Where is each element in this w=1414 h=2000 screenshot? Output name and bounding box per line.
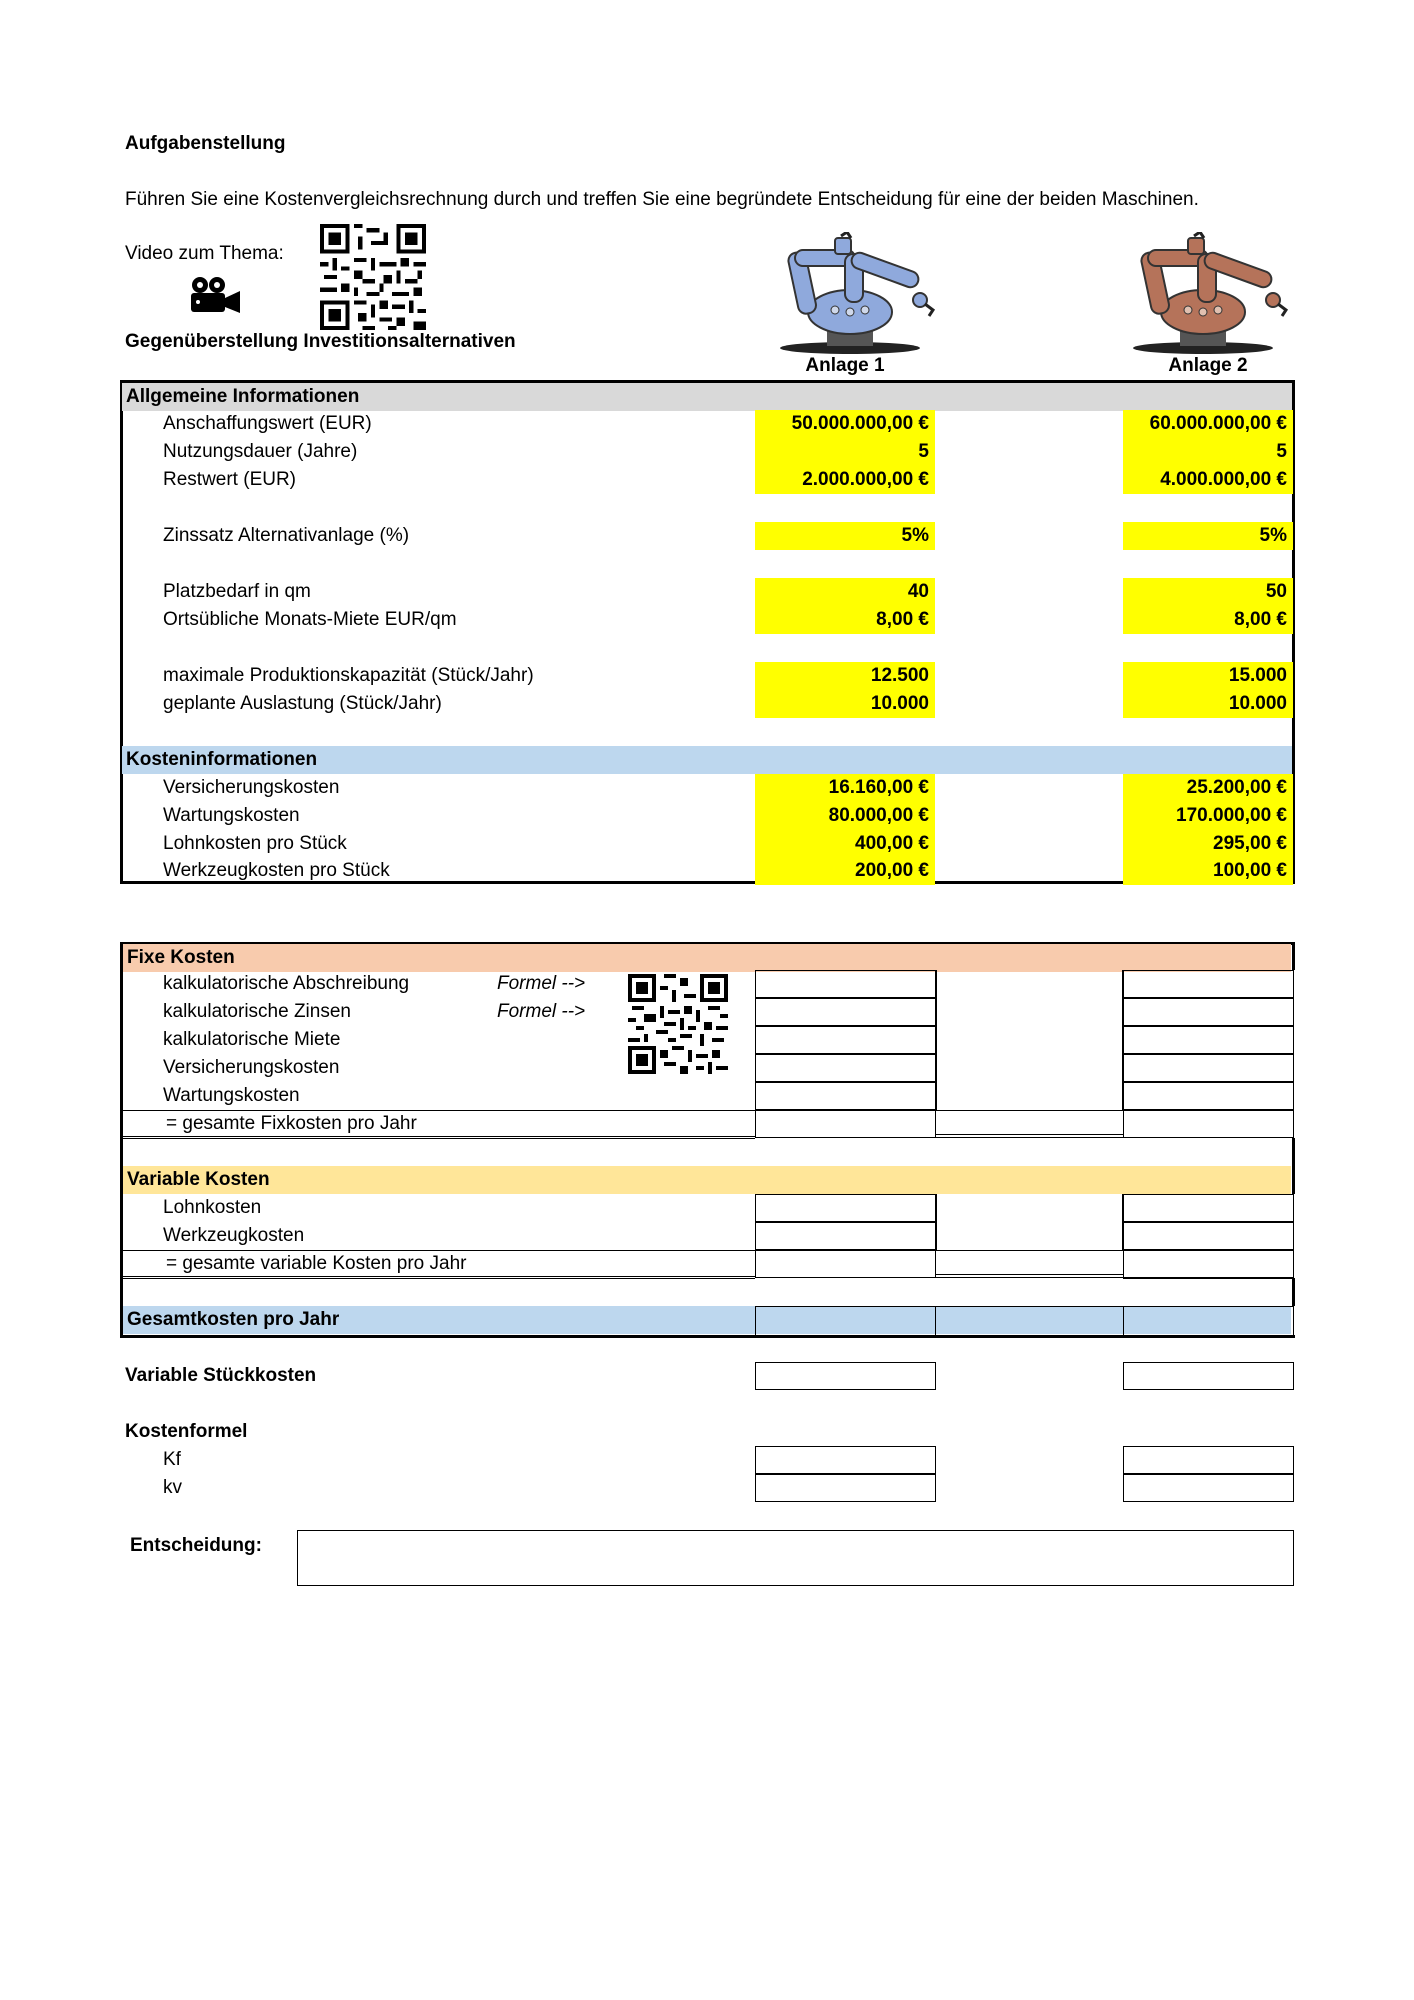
input-cell-anlage-2[interactable] bbox=[1123, 1222, 1294, 1250]
input-cell-anlage-1[interactable] bbox=[755, 1054, 936, 1082]
input-cell-anlage-1[interactable] bbox=[755, 1250, 936, 1278]
input-cell-anlage-1[interactable] bbox=[755, 1194, 936, 1222]
row-label: Restwert (EUR) bbox=[163, 469, 297, 490]
value-anlage-1: 50.000.000,00 € bbox=[755, 410, 935, 438]
input-cell-middle[interactable] bbox=[935, 1250, 1124, 1278]
input-cell-anlage-1[interactable] bbox=[755, 1026, 936, 1054]
row-label: Werkzeugkosten pro Stück bbox=[163, 860, 390, 881]
input-cell-anlage-2[interactable] bbox=[1123, 1110, 1294, 1138]
fixed-row-label: Wartungskosten bbox=[163, 1085, 300, 1106]
border-seg bbox=[1292, 1138, 1295, 1194]
border-seg bbox=[1292, 1278, 1295, 1306]
cost-info-header: Kosteninformationen bbox=[122, 746, 1292, 774]
row-label: Lohnkosten pro Stück bbox=[163, 833, 347, 854]
value-anlage-2: 100,00 € bbox=[1123, 857, 1293, 885]
value-anlage-2: 8,00 € bbox=[1123, 606, 1293, 634]
value-anlage-2: 4.000.000,00 € bbox=[1123, 466, 1293, 494]
fixed-row-label: kalkulatorische Abschreibung bbox=[163, 973, 410, 994]
total-cell-middle[interactable] bbox=[935, 1306, 1124, 1336]
kf-anlage-2[interactable] bbox=[1123, 1446, 1294, 1474]
value-anlage-1: 10.000 bbox=[755, 690, 935, 718]
value-anlage-2: 5% bbox=[1123, 522, 1293, 550]
unit-cost-label: Variable Stückkosten bbox=[125, 1365, 317, 1386]
qr-code-video-icon[interactable] bbox=[320, 224, 426, 330]
row-label: Versicherungskosten bbox=[163, 777, 340, 798]
input-cell-anlage-2[interactable] bbox=[1123, 998, 1294, 1026]
fixed-total-label: = gesamte Fixkosten pro Jahr bbox=[166, 1113, 417, 1134]
variable-total-label: = gesamte variable Kosten pro Jahr bbox=[166, 1253, 467, 1274]
robot-arm-icon-anlage-2 bbox=[1128, 232, 1293, 354]
input-cell-anlage-1[interactable] bbox=[755, 1082, 936, 1110]
value-anlage-2: 10.000 bbox=[1123, 690, 1293, 718]
input-cell-anlage-2[interactable] bbox=[1123, 1250, 1294, 1278]
value-anlage-1: 80.000,00 € bbox=[755, 802, 935, 830]
value-anlage-2: 60.000.000,00 € bbox=[1123, 410, 1293, 438]
input-cell-anlage-2[interactable] bbox=[1123, 1082, 1294, 1110]
kf-anlage-1[interactable] bbox=[755, 1446, 936, 1474]
fixed-row-label: kalkulatorische Zinsen bbox=[163, 1001, 351, 1022]
video-label: Video zum Thema: bbox=[125, 243, 284, 264]
unit-cost-anlage-2[interactable] bbox=[1123, 1362, 1294, 1390]
value-anlage-1: 5% bbox=[755, 522, 935, 550]
value-anlage-2: 5 bbox=[1123, 438, 1293, 466]
fixed-row-label: Versicherungskosten bbox=[163, 1057, 340, 1078]
border-seg bbox=[1292, 942, 1295, 970]
value-anlage-1: 40 bbox=[755, 578, 935, 606]
page-title: Aufgabenstellung bbox=[125, 133, 286, 154]
general-info-header: Allgemeine Informationen bbox=[122, 383, 1292, 411]
divider bbox=[935, 1194, 937, 1250]
column-header-anlage-1: Anlage 1 bbox=[805, 355, 885, 376]
formula-hint: Formel --> bbox=[497, 973, 586, 994]
decision-label: Entscheidung: bbox=[130, 1535, 262, 1556]
divider bbox=[1122, 1194, 1124, 1250]
row-label: Ortsübliche Monats-Miete EUR/qm bbox=[163, 609, 457, 630]
total-cell-anlage-1[interactable] bbox=[755, 1306, 936, 1336]
row-label: maximale Produktionskapazität (Stück/Jahr) bbox=[163, 665, 534, 686]
value-anlage-1: 12.500 bbox=[755, 662, 935, 690]
value-anlage-1: 200,00 € bbox=[755, 857, 935, 885]
task-text: Führen Sie eine Kostenvergleichsrechnung durch und treffen Sie eine begründete Entscheidung für eine der beiden Maschinen. bbox=[125, 189, 1199, 210]
input-cell-middle[interactable] bbox=[935, 1110, 1124, 1138]
variable-row-label: Werkzeugkosten bbox=[163, 1225, 305, 1246]
row-label: Platzbedarf in qm bbox=[163, 581, 311, 602]
qr-code-formula-icon[interactable] bbox=[628, 974, 728, 1074]
total-cell-anlage-2[interactable] bbox=[1123, 1306, 1294, 1336]
input-cell-anlage-2[interactable] bbox=[1123, 1194, 1294, 1222]
total-costs-header: Gesamtkosten pro Jahr bbox=[123, 1306, 1291, 1334]
value-anlage-2: 15.000 bbox=[1123, 662, 1293, 690]
fixed-costs-header: Fixe Kosten bbox=[123, 944, 1291, 972]
input-cell-anlage-1[interactable] bbox=[755, 998, 936, 1026]
formula-hint: Formel --> bbox=[497, 1001, 586, 1022]
divider bbox=[935, 970, 937, 1110]
fixed-row-label: kalkulatorische Miete bbox=[163, 1029, 341, 1050]
kv-anlage-1[interactable] bbox=[755, 1474, 936, 1502]
row-label: Nutzungsdauer (Jahre) bbox=[163, 441, 358, 462]
row-label: Anschaffungswert (EUR) bbox=[163, 413, 372, 434]
input-cell-anlage-1[interactable] bbox=[755, 1110, 936, 1138]
robot-arm-icon-anlage-1 bbox=[775, 232, 940, 354]
value-anlage-1: 16.160,00 € bbox=[755, 774, 935, 802]
input-cell-anlage-2[interactable] bbox=[1123, 1026, 1294, 1054]
input-cell-anlage-2[interactable] bbox=[1123, 970, 1294, 998]
comparison-title: Gegenüberstellung Investitionsalternativen bbox=[125, 331, 516, 352]
row-label: Zinssatz Alternativanlage (%) bbox=[163, 525, 410, 546]
input-cell-anlage-1[interactable] bbox=[755, 970, 936, 998]
variable-costs-header: Variable Kosten bbox=[123, 1166, 1291, 1194]
value-anlage-2: 50 bbox=[1123, 578, 1293, 606]
value-anlage-1: 8,00 € bbox=[755, 606, 935, 634]
value-anlage-1: 5 bbox=[755, 438, 935, 466]
variable-row-label: Lohnkosten bbox=[163, 1197, 262, 1218]
kv-anlage-2[interactable] bbox=[1123, 1474, 1294, 1502]
input-cell-anlage-1[interactable] bbox=[755, 1222, 936, 1250]
decision-input[interactable] bbox=[297, 1530, 1294, 1586]
value-anlage-2: 295,00 € bbox=[1123, 830, 1293, 858]
video-camera-icon[interactable] bbox=[188, 276, 242, 314]
divider bbox=[123, 1136, 755, 1139]
divider bbox=[123, 1276, 755, 1279]
kf-label: Kf bbox=[163, 1449, 181, 1470]
unit-cost-anlage-1[interactable] bbox=[755, 1362, 936, 1390]
divider bbox=[1122, 970, 1124, 1110]
input-cell-anlage-2[interactable] bbox=[1123, 1054, 1294, 1082]
row-label: geplante Auslastung (Stück/Jahr) bbox=[163, 693, 442, 714]
cost-formula-title: Kostenformel bbox=[125, 1421, 248, 1442]
value-anlage-1: 2.000.000,00 € bbox=[755, 466, 935, 494]
value-anlage-2: 170.000,00 € bbox=[1123, 802, 1293, 830]
divider bbox=[1123, 1278, 1294, 1279]
row-label: Wartungskosten bbox=[163, 805, 300, 826]
value-anlage-2: 25.200,00 € bbox=[1123, 774, 1293, 802]
kv-label: kv bbox=[163, 1477, 182, 1498]
column-header-anlage-2: Anlage 2 bbox=[1168, 355, 1248, 376]
value-anlage-1: 400,00 € bbox=[755, 830, 935, 858]
